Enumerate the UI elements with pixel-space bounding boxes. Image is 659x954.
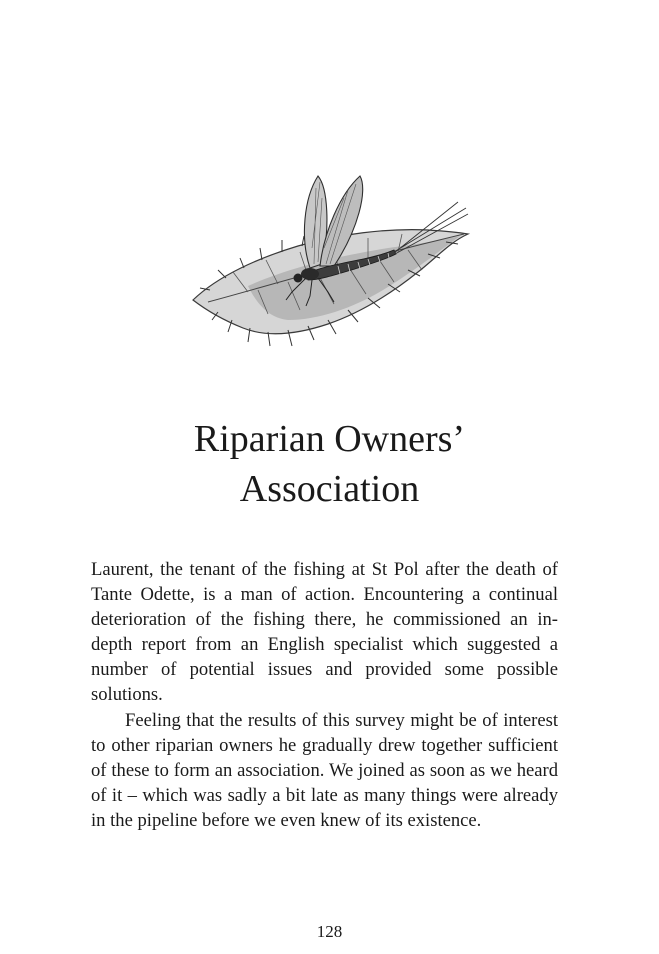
chapter-title-line-1: Riparian Owners’ <box>193 418 466 460</box>
mayfly-on-leaf-icon <box>188 168 473 353</box>
body-paragraph-1: Laurent, the tenant of the fishing at St Pol after the death of Tante Odette, is a man of action. Encountering a continual deterioration of the fishing there, he commissioned an in-depth report from an English specialist which suggested a number of potential issues and provided some possible solutions. <box>91 559 558 706</box>
page-number: 128 <box>316 922 343 941</box>
chapter-body <box>91 557 558 833</box>
body-paragraph-2: Feeling that the results of this survey might be of interest to other riparian owners he gradually drew together sufficient of these to form an association. We joined as soon as we heard of it – which was sadly a bit late as many things were already in the pipeline before we even knew of its existence. <box>91 709 558 831</box>
chapter-title <box>0 414 659 514</box>
chapter-title-line-2: Association <box>239 468 420 510</box>
